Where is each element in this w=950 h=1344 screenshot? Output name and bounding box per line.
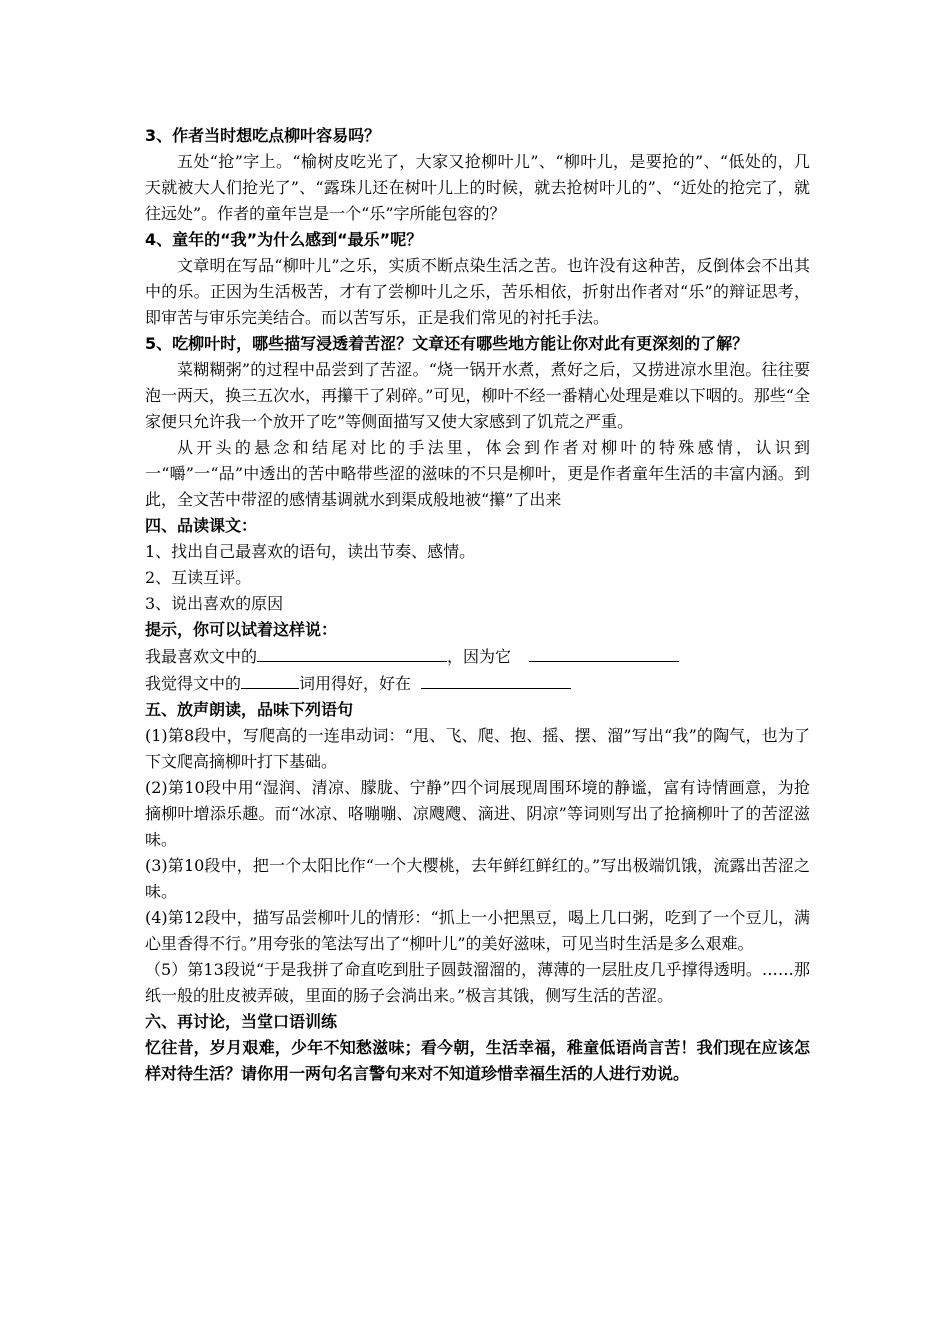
fill-blank-4	[421, 670, 571, 689]
fill-line-1-prefix: 我最喜欢文中的	[145, 647, 258, 666]
section-5-item: (4)第12段中，描写品尝柳叶儿的情形：“抓上一小把黑豆，喝上几口粥，吃到了一个豆儿，满心里香得不行。”用夸张的笔法写出了“柳叶儿”的美好滋味，可见当时生活是多么艰难。	[145, 908, 810, 953]
q4-answer: 文章明在写品“柳叶儿”之乐，实质不断点染生活之苦。也许没有这种苦，反倒体会不出其中的乐。正因为生活极苦，才有了尝柳叶儿之乐，苦乐相依，折射出作者对“乐”的辩证思考，即审苦与审乐完美结合。而以苦写乐，正是我们常见的衬托手法。	[145, 256, 810, 327]
section-4-item: 2、互读互评。	[145, 568, 252, 587]
section-4-item: 3、说出喜欢的原因	[145, 594, 284, 613]
section-6-heading: 六、再讨论，当堂口语训练	[145, 1012, 338, 1031]
fill-line-2-prefix: 我觉得文中的	[145, 674, 242, 693]
q5-answer-1: 菜糊糊粥”的过程中品尝到了苦涩。“烧一锅开水煮，煮好之后，又捞进凉水里泡。往往要泡一两天，换三五次水，再攥干了剁碎。”可见，柳叶不经一番精心处理是难以下咽的。那些“全家便只允许我一个放开了吃”等侧面描写又使大家感到了饥荒之严重。	[145, 360, 810, 431]
fill-line-1	[145, 643, 810, 670]
q5-answer-2: 从开头的悬念和结尾对比的手法里，体会到作者对柳叶的特殊感情，认识到一“嚼”一“品”中透出的苦中略带些涩的滋味的不只是柳叶，更是作者童年生活的丰富内涵。到此，全文苦中带涩的感情基调就水到渠成般地被“攥”了出来	[145, 438, 810, 509]
q3-answer: 五处“抢”字上。“榆树皮吃光了，大家又抢柳叶儿”、“柳叶儿，是要抢的”、“低处的，几天就被大人们抢光了”、“露珠儿还在树叶儿上的时候，就去抢树叶儿的”、“近处的抢完了，就往远处”。作者的童年岂是一个“乐”字所能包容的？	[145, 152, 810, 223]
section-5-item: (3)第10段中，把一个太阳比作“一个大樱桃，去年鲜红鲜红的。”写出极端饥饿，流露出苦涩之味。	[145, 856, 810, 901]
q5-heading: 5、吃柳叶时，哪些描写浸透着苦涩？文章还有哪些地方能让你对此有更深刻的了解？	[145, 334, 749, 353]
section-4-tip: 提示，你可以试着这样说：	[145, 620, 338, 639]
fill-line-2-middle: 词用得好，好在	[299, 674, 412, 693]
section-5-item: (1)第8段中，写爬高的一连串动词：“甩、飞、爬、抱、摇、摆、溜”写出“我”的陶气，也为了下文爬高摘柳叶打下基础。	[145, 726, 810, 771]
section-4-item: 1、找出自己最喜欢的语句，读出节奏、感情。	[145, 542, 476, 561]
fill-blank-1	[257, 643, 447, 662]
section-5-item: （5）第13段说“于是我拼了命直吃到肚子圆鼓溜溜的，薄薄的一层肚皮几乎撑得透明。……那纸一般的肚皮被弄破，里面的肠子会淌出来。”极言其饿，侧写生活的苦涩。	[145, 960, 810, 1005]
section-6-body: 忆往昔，岁月艰难，少年不知愁滋味；看今朝，生活幸福，稚童低语尚言苦！我们现在应该怎样对待生活？请你用一两句名言警句来对不知道珍惜幸福生活的人进行劝说。	[145, 1038, 810, 1083]
fill-blank-2	[529, 643, 679, 662]
document-page	[145, 123, 810, 1087]
fill-line-1-middle: ，因为它	[447, 647, 512, 666]
fill-line-2	[145, 670, 810, 697]
section-4-heading: 四、品读课文：	[145, 516, 258, 535]
fill-blank-3	[241, 670, 299, 689]
section-5-heading: 五、放声朗读，品味下列语句	[145, 700, 354, 719]
q3-heading: 3、作者当时想吃点柳叶容易吗？	[145, 126, 381, 145]
q4-heading: 4、童年的“我”为什么感到“最乐”呢？	[145, 230, 423, 249]
section-5-item: (2)第10段中用“湿润、清凉、朦胧、宁静”四个词展现周围环境的静谧，富有诗情画意，为抢摘柳叶增添乐趣。而“冰凉、咯嘣嘣、凉飕飕、滴进、阴凉”等词则写出了抢摘柳叶了的苦涩滋味。	[145, 778, 810, 849]
